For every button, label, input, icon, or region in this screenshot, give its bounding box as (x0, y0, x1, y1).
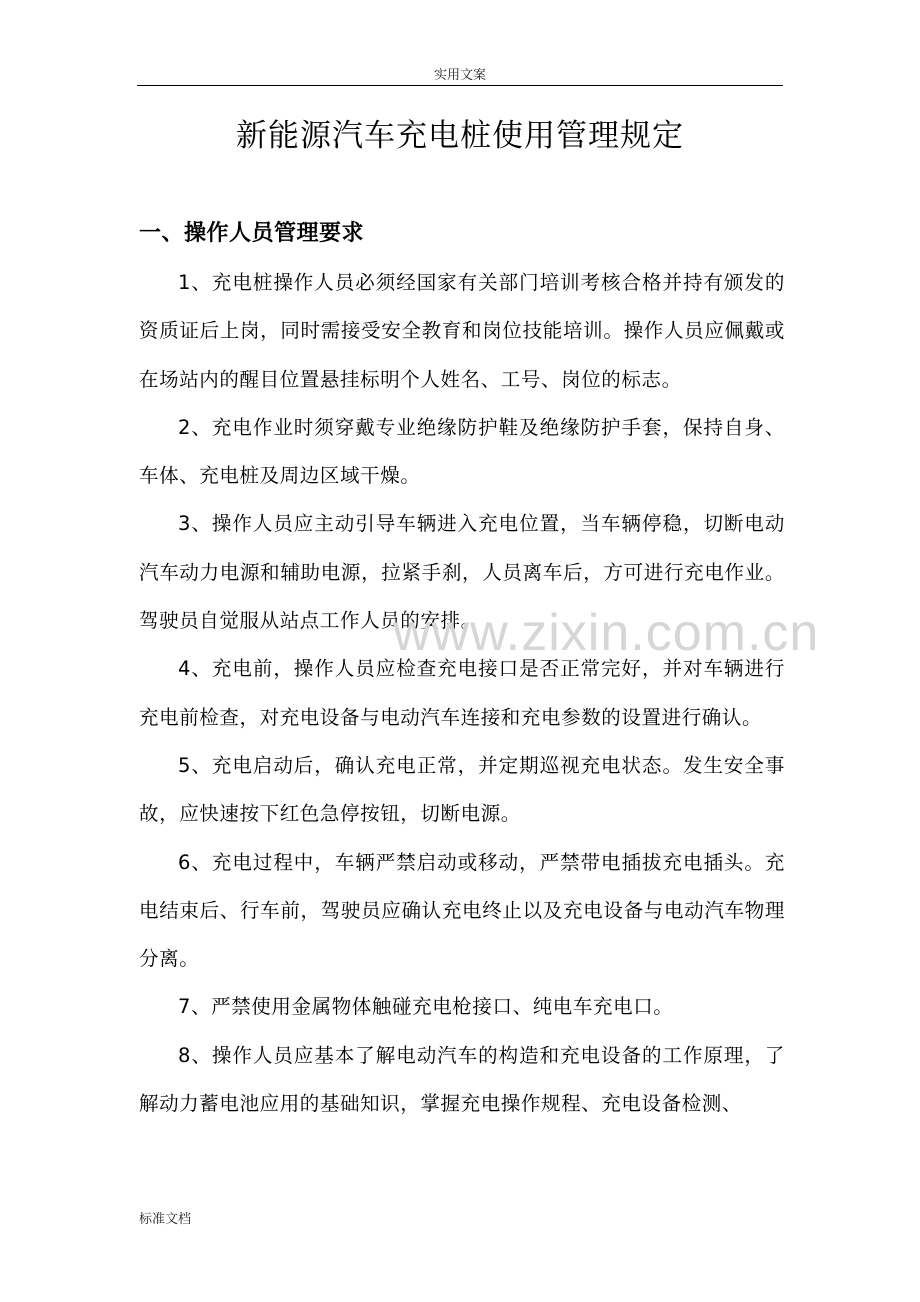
watermark: www.zixin.com.cn (393, 604, 820, 662)
document-body (139, 259, 785, 1128)
paragraph-4: 4、充电前，操作人员应检查充电接口是否正常完好，并对车辆进行充电前检查，对充电设备与电动汽车连接和充电参数的设置进行确认。 (139, 657, 785, 729)
paragraph-2: 2、充电作业时须穿戴专业绝缘防护鞋及绝缘防护手套，保持自身、车体、充电桩及周边区域干燥。 (139, 415, 785, 488)
page-header: 实用文案 (433, 68, 486, 83)
paragraph-8: 8、操作人员应基本了解电动汽车的构造和充电设备的工作原理，了解动力蓄电池应用的基础知识，掌握充电操作规程、充电设备检测、 (139, 1043, 785, 1116)
paragraph-6: 6、充电过程中，车辆严禁启动或移动，严禁带电插拔充电插头。充电结束后、行车前，驾驶员应确认充电终止以及充电设备与电动汽车物理分离。 (139, 850, 785, 971)
paragraph-7: 7、严禁使用金属物体触碰充电枪接口、纯电车充电口。 (178, 995, 674, 1019)
paragraph-1: 1、充电桩操作人员必须经国家有关部门培训考核合格并持有颁发的资质证后上岗，同时需接受安全教育和岗位技能培训。操作人员应佩戴或在场站内的醒目位置悬挂标明个人姓名、工号、岗位的标志。 (139, 271, 785, 391)
header-divider (137, 85, 783, 86)
paragraph-5: 5、充电启动后，确认充电正常，并定期巡视充电状态。发生安全事故，应快速按下红色急停按钮，切断电源。 (139, 753, 785, 826)
paragraph-3: 3、操作人员应主动引导车辆进入充电位置，当车辆停稳，切断电动汽车动力电源和辅助电源，拉紧手刹，人员离车后，方可进行充电作业。驾驶员自觉服从站点工作人员的安排。 (139, 512, 785, 633)
page-footer: 标准文档 (139, 1212, 192, 1227)
section-heading: 一、操作人员管理要求 (139, 221, 365, 246)
document-title: 新能源汽车充电桩使用管理规定 (236, 118, 684, 154)
